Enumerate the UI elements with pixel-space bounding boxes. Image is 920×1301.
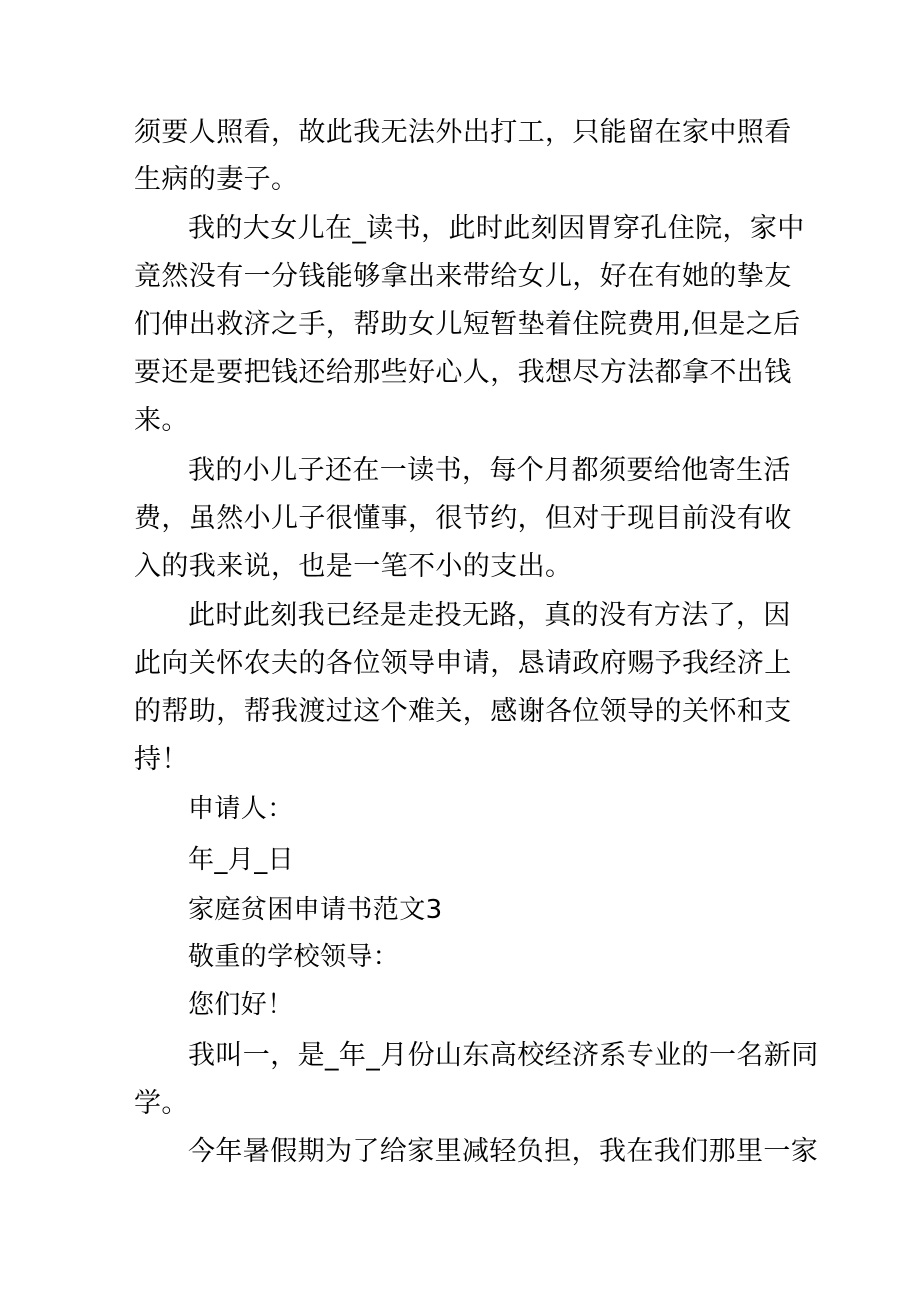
paragraph-first-line: 我的大女儿在_读书，此时此刻因胃穿孔住院，家中	[188, 213, 805, 244]
text-line: 入的我来说，也是一笔不小的支出。	[134, 551, 573, 582]
text-line: 学。	[134, 1088, 189, 1119]
date-line: 年_月_日	[188, 845, 295, 875]
applicant-label: 申请人：	[188, 794, 294, 824]
text-line: 来。	[134, 405, 189, 436]
paragraph-first-line: 我叫一，是_年_月份山东高校经济系专业的一名新同	[188, 1040, 819, 1071]
text-line: 生病的妻子。	[134, 164, 299, 195]
paragraph-first-line: 今年暑假期为了给家里减轻负担，我在我们那里一家	[188, 1136, 819, 1167]
section-title: 家庭贫困申请书范文3	[188, 895, 443, 925]
text-line: 们伸出救济之手，帮助女儿短暂垫着住院费用,但是之后	[134, 309, 801, 340]
text-line: 的帮助，帮我渡过这个难关，感谢各位领导的关怀和支	[134, 696, 792, 727]
greeting: 您们好！	[188, 990, 294, 1020]
text-line: 须要人照看，故此我无法外出打工，只能留在家中照看	[134, 117, 792, 148]
text-line: 要还是要把钱还给那些好心人，我想尽方法都拿不出钱	[134, 357, 792, 388]
salutation: 敬重的学校领导：	[188, 942, 400, 972]
paragraph-first-line: 此时此刻我已经是走投无路，真的没有方法了，因	[188, 600, 791, 631]
text-line: 此向关怀农夫的各位领导申请，恳请政府赐予我经济上	[134, 648, 792, 679]
paragraph-first-line: 我的小儿子还在一读书，每个月都须要给他寄生活	[188, 455, 791, 486]
text-line: 费，虽然小儿子很懂事，很节约，但对于现目前没有收	[134, 503, 792, 534]
text-line: 持！	[134, 744, 189, 775]
text-line: 竟然没有一分钱能够拿出来带给女儿，好在有她的挚友	[134, 261, 792, 292]
